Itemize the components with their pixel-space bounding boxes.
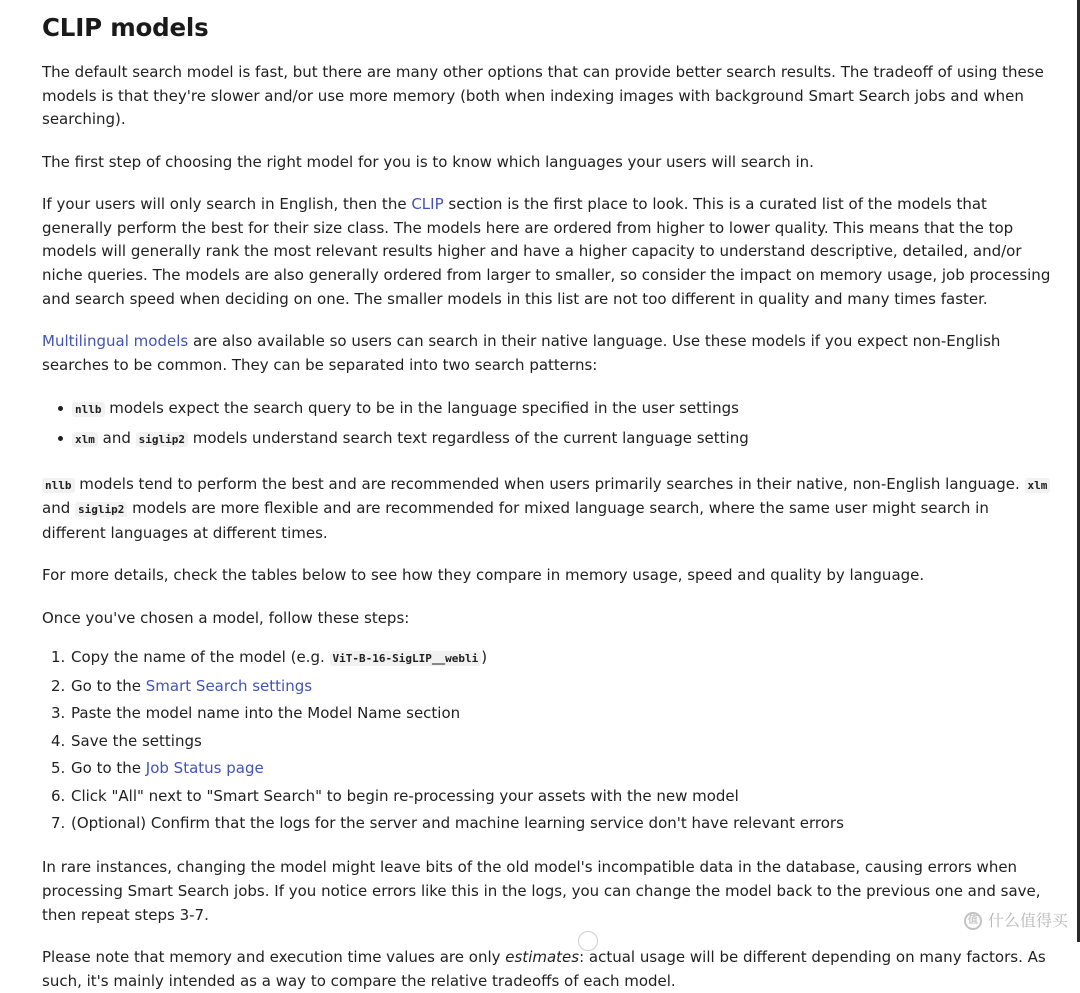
- step-text: Save the settings: [71, 731, 202, 750]
- page-title: CLIP models: [42, 13, 209, 42]
- step-paste-model-name: [42, 700, 1056, 728]
- estimates-note-text-start: Please note that memory and execution time values are only: [42, 947, 506, 966]
- recommendation-text-2: and: [42, 499, 75, 518]
- list-item-text: models expect the search query to be in the language specified in the user settings: [104, 399, 739, 418]
- step-text: Go to the: [71, 676, 146, 695]
- list-item-conjunction: and: [97, 429, 136, 448]
- watermark-text: 什么值得买: [987, 911, 1068, 931]
- code-siglip2: siglip2: [136, 432, 188, 447]
- step-go-to-job-status: [42, 755, 1056, 783]
- code-model-example: ViT-B-16-SigLIP__webli: [330, 651, 482, 666]
- scroll-indicator-icon: [578, 931, 598, 951]
- estimates-emphasis: estimates: [505, 947, 580, 966]
- step-number: 1.: [51, 648, 66, 667]
- code-xlm: xlm: [72, 432, 98, 447]
- rare-instances-paragraph: In rare instances, changing the model might leave bits of the old model's incompatible data in the database, causing errors when processing Smart Search jobs. If you notice errors like this in the logs, you can change the model back to the previous one and save, then repeat steps 3-7.: [42, 858, 1041, 924]
- details-paragraph: For more details, check the tables below to see how they compare in memory usage, speed and quality by language.: [42, 566, 925, 585]
- clip-paragraph-text-start: If your users will only search in English, then the: [42, 194, 412, 213]
- step-go-to-settings: [42, 673, 1056, 701]
- intro-paragraph: The default search model is fast, but there are many other options that can provide better search results. The tradeoff of using these models is that they're slower and/or use more memory (both when indexing images with background Smart Search jobs and when searching).: [42, 63, 1044, 129]
- watermark-logo-icon: 值: [964, 912, 982, 930]
- recommendation-text-1: models tend to perform the best and are recommended when users primarily searches in their native, non-English language.: [74, 474, 1025, 493]
- site-watermark: [964, 909, 1068, 933]
- step-text: (Optional) Confirm that the logs for the server and machine learning service don't have relevant errors: [71, 814, 844, 833]
- step-text: Copy the name of the model (e.g.: [71, 648, 330, 667]
- step-number: 2.: [51, 676, 66, 695]
- step-number: 5.: [51, 759, 66, 778]
- list-item-nllb: [72, 394, 1056, 424]
- step-text: Paste the model name into the Model Name section: [71, 704, 461, 723]
- language-paragraph: The first step of choosing the right model for you is to know which languages your users will search in.: [42, 152, 814, 171]
- clip-paragraph: [42, 193, 1056, 312]
- step-number: 3.: [51, 704, 66, 723]
- step-text: Go to the: [71, 759, 146, 778]
- code-xlm: xlm: [1025, 478, 1051, 493]
- clip-paragraph-text-end: section is the first place to look. This is a curated list of the models that generally perform the best for their size class. The models here are ordered from higher to lower quality. This means that the top models will generally rank the most relevant results higher and have a higher capacity to understand descriptive, detailed, and/or niche queries. The models are also generally ordered from larger to smaller, so consider the impact on memory usage, job processing and search speed when deciding on one. The smaller models in this list are not too different in quality and many times faster.: [42, 194, 1051, 308]
- estimates-note-paragraph: [42, 946, 1056, 993]
- multilingual-models-link[interactable]: Multilingual models: [42, 331, 189, 350]
- multilingual-paragraph: [42, 330, 1056, 377]
- code-siglip2: siglip2: [75, 502, 127, 517]
- smart-search-settings-link[interactable]: Smart Search settings: [145, 676, 313, 695]
- code-nllb: nllb: [42, 478, 75, 493]
- step-number: 4.: [51, 731, 66, 750]
- list-item-text: models understand search text regardless of the current language setting: [188, 429, 749, 448]
- recommendation-text-3: models are more flexible and are recommended for mixed language search, where the same user might search in different languages at different times.: [42, 499, 989, 543]
- step-text-end: ): [481, 648, 488, 667]
- search-patterns-list: [42, 394, 1056, 454]
- step-confirm-logs: [42, 810, 1056, 838]
- clip-section-link[interactable]: CLIP: [411, 194, 444, 213]
- step-copy-model-name: [42, 644, 1056, 673]
- list-item-xlm-siglip2: [72, 424, 1056, 454]
- steps-intro: Once you've chosen a model, follow these steps:: [42, 608, 410, 627]
- document-content: [42, 0, 1056, 993]
- step-number: 7.: [51, 814, 66, 833]
- job-status-page-link[interactable]: Job Status page: [145, 759, 264, 778]
- step-save-settings: [42, 728, 1056, 756]
- multilingual-paragraph-text: are also available so users can search in their native language. Use these models if you expect non-English searches to be common. They can be separated into two search patterns:: [42, 331, 1001, 374]
- code-nllb: nllb: [72, 402, 105, 417]
- estimates-note-text-end: : actual usage will be different depending on many factors. As such, it's mainly intended as a way to compare the relative tradeoffs of each model.: [42, 947, 1046, 990]
- step-click-all: [42, 783, 1056, 811]
- steps-list: [42, 644, 1056, 838]
- step-text: Click "All" next to "Smart Search" to begin re-processing your assets with the new model: [71, 786, 739, 805]
- step-number: 6.: [51, 786, 66, 805]
- recommendation-paragraph: [42, 473, 1056, 546]
